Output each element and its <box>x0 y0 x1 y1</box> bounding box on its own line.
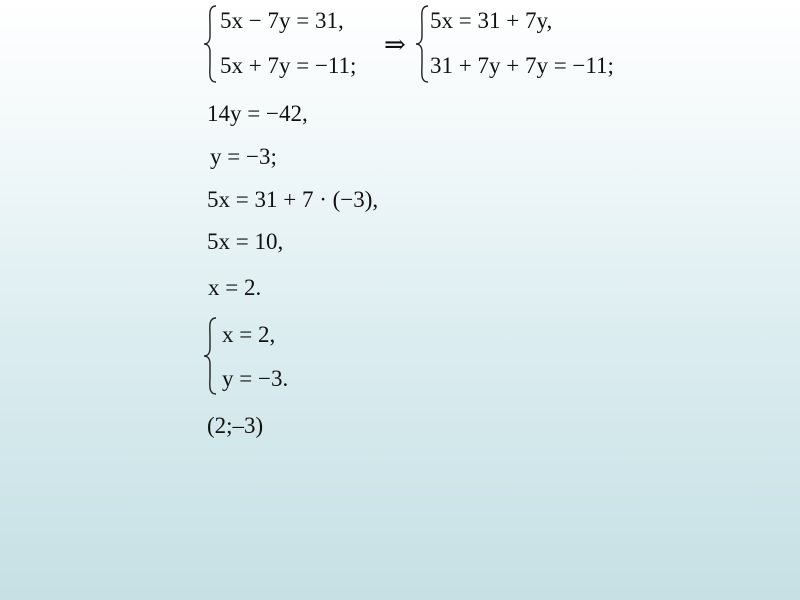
system-1-line-1: 5x − 7y = 31, <box>220 8 344 33</box>
system-result-line-1: x = 2, <box>222 322 276 347</box>
system-1-line-2: 5x + 7y = −11; <box>220 53 357 78</box>
step-1: 14y = −42, <box>207 101 308 126</box>
left-brace-icon <box>202 4 218 84</box>
left-brace-icon <box>414 4 430 84</box>
step-3: 5x = 31 + 7 · (−3), <box>207 187 379 212</box>
system-result <box>202 316 342 396</box>
step-2: y = −3; <box>210 144 277 169</box>
implies-arrow-icon: ⇒ <box>384 30 406 59</box>
step-4: 5x = 10, <box>207 229 284 254</box>
system-1 <box>202 4 392 84</box>
left-brace-icon <box>202 316 218 396</box>
system-2-line-1: 5x = 31 + 7y, <box>430 8 553 33</box>
step-5: x = 2. <box>208 275 262 300</box>
system-2-line-2: 31 + 7y + 7y = −11; <box>430 53 614 78</box>
system-result-line-2: y = −3. <box>222 366 289 391</box>
system-2 <box>414 4 654 84</box>
answer: (2;–3) <box>207 413 264 438</box>
